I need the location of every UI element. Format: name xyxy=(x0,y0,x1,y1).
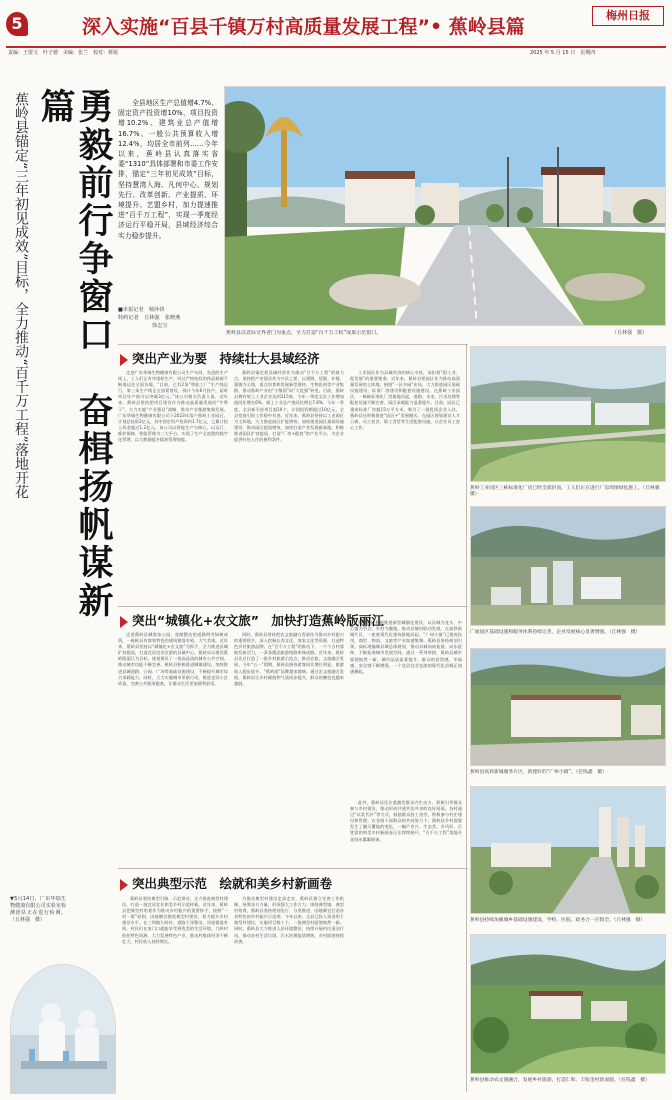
section-2-title-text: 突出“城镇化+农文旅” 加快打造蕉岭版丽江 xyxy=(132,613,384,628)
main-photo-image xyxy=(225,87,666,326)
section-1-rule xyxy=(118,344,468,345)
section-3-col-1: 蕉岭县坚持典型引路、示范带动，全力推进典型村建设，打造一批宜居宜业和美乡村示范样板。近年来，蕉岭县把典型村培育作为推动乡村振兴的重要抓手，按照“一村一策”原则，因地制宜推进典型村建设，着力提升乡村建设水平。在三圳镇九岭村，道路干净整洁，房屋错落有致，村民们在家门口就能享受到优美的生活环境。九岭村依托特色资源，大力发展特色产业，推动村集体经济不断壮大，村民收入持续增长。 xyxy=(122,896,228,944)
section-1-marker xyxy=(120,354,128,366)
photo-guangzhou-town-credit: （任钱鑫 摄） xyxy=(575,770,607,775)
photo-rural-tourism-caption xyxy=(470,1078,666,1084)
photo-guangzhou-town xyxy=(470,648,666,766)
photo-guangzhou-town-caption-text: 蕉岭县高铁新城服务片区，新建好的“广州小镇”。 xyxy=(470,770,576,775)
byline-reporter: ■本报记者 杨萍妍 xyxy=(118,307,165,313)
section-1-col-1: 走进广东华瑞生物健康有限公司生产车间，先进的生产线上，工人们正有序组织生产，经过严格检验的药品源源不断地运往全国各地。“目前，已有2条“智能工厂”生产线运行，第三条生产线正在加紧建设，预计今年6月投产，届时项目年产值可以突破3亿元。”该公司相关负责人说。近年来，蕉岭县坚持把项目建设作为推动高质量发展的“牛鼻子”，大力实施“产业强县”战略，推动产业集群集聚发展。广东华瑞生物健康有限公司于2023年落户蕉岭工业园区，计划总投资2亿元，其中固定资产投资约1.7亿元，已累计投入资金超过1.2亿元。该公司以智能生产为核心，以运行、维护保障、智能管理为三大平台，实现了生产全流程的数字化管理，以大数据提升精准管理效能。 xyxy=(118,370,228,443)
sub-headline: 蕉岭县锚定“三年初见成效”目标，全力推动“百千万工程”落地开花 xyxy=(13,92,29,499)
banner-main: 深入实施“百县千镇万村高质量发展工程” xyxy=(82,16,430,38)
banner-sub: • 蕉岭县篇 xyxy=(429,16,525,38)
photo-industrial-park-credit: （丘林强 摄） xyxy=(609,630,641,635)
logo-text: 梅州日报 xyxy=(606,9,650,22)
section-3-col-2: 为推动典型村建设走深走实，蕉岭县建立完善工作机制，统筹各方力量，形成强大工作合力。围绕典型镇、典型村培育，蕉岭县坚持规划先行，分类推进，因地制宜打造各具特色的乡村振兴示范带。今年以来，全县已投入资金用于典型村建设，实施项目数十个，一批典型村面貌焕然一新。同时，蕉岭县大力推进人居环境整治，持续开展村庄清洁行动，推动农村生活垃圾、污水治理提质增效，乡村面貌持续改善。 xyxy=(234,896,344,944)
main-photo-caption: 蕉岭县以省际交界者门为重点，全力打造“百千万工程”成果示范窗口。 xyxy=(226,330,382,336)
newspaper-logo xyxy=(592,6,664,26)
photo-industrial-park-image xyxy=(471,507,666,626)
left-photo-credit: （丘林强 摄） xyxy=(10,917,46,923)
section-1-title xyxy=(120,349,320,367)
photo-guangzhou-town-image xyxy=(471,649,666,766)
photo-urban-facilities-caption-text: 蕉岭县持续加强城乡基础设施建设，学校、医院、政务合一应俱全。 xyxy=(470,918,614,923)
byline-special: 特约记者 丘林强 张晓燕 xyxy=(118,315,181,321)
photo-rural-tourism-credit: （任钱鑫 摄） xyxy=(618,1078,650,1083)
byline-extra: 徐志宝 xyxy=(152,323,168,329)
section-2-marker xyxy=(120,616,128,628)
section-3-marker xyxy=(120,879,128,891)
staff-line: 责编：王要文 叶子德 美编：张兰 校对：蔡锐 xyxy=(8,50,119,56)
lead-paragraph: 全县地区生产总值增4.7%、固定资产投资增10%、项目投资增10.2%、建筑业总产值增16.7%、一般公共预算收入增12.4%，均居全市前列……今年以来，蕉岭县认真落实省委“1310”具体部署和市委工作安排，锚定“三年初见成效”目标，坚持慧湾入海、凡何中心、规划先行、改革创新、产业提质、环境提升、艺盟乡村，加力提速推进“百千万工程”，实现一季度经济运行平稳开局，县域经济综合实力稳步提升。 xyxy=(118,99,218,240)
banner-title xyxy=(82,12,525,39)
header-rule xyxy=(6,46,666,48)
section-2-col-1: 走进蕉岭县城客家公园，宽敞整洁的道路两旁绿树成荫，一栋栋具有客家特色的建筑错落有致，大气美观。近年来，蕉岭县坚持以“城镇化+农文旅”为抓手，全力推进县城扩容提质，打造宜居宜业宜游的县域中心。蕉岭县以建设蕉岭版丽江为目标，规划建设了一批高品质的城市公共空间，推动城市功能不断完善。蕉岭县积极推进城镇建设，加快推进县城道路、公园、广场等基础设施建设，不断提升城市综合承载能力。同时，大力实施城市更新行动，推进老旧小区改造，完善公共服务配套，让群众生活更加便利舒适。 xyxy=(118,632,228,686)
photo-industrial-park-caption-text: 广福园区基础设施和服务体系持续完善，企业发展核心显著增强。 xyxy=(470,630,610,635)
photo-urban-facilities-image xyxy=(471,787,666,914)
photo-urban-facilities-caption xyxy=(470,918,666,924)
main-photo-credit: （丘林强 摄） xyxy=(612,330,648,336)
divider-right xyxy=(466,344,467,1092)
photo-rural-tourism-image xyxy=(471,935,666,1074)
photo-industrial-park xyxy=(470,506,666,626)
byline xyxy=(118,306,218,330)
photo-industrial-park-caption xyxy=(470,630,666,636)
photo-factory-credit: （丘林强 摄） xyxy=(470,486,665,498)
photo-rural-tourism-caption-text: 蕉岭县推动农文旅融合，发展乡村旅游，打造仁和、丰收金村新面貌。 xyxy=(470,1078,619,1083)
photo-rural-tourism xyxy=(470,934,666,1074)
section-1-col-3: 工业园区作为县域经济的核心支柱，承担着“稳工业、促发展”的重要使命。近年来，蕉岭县把园区作为推动高质量发展的主阵地，围绕“一区多园”布局，大力推进园区基础设施建设、标准厂房建设和配套设施建设。在蕉岭工业园区，一栋栋标准化厂房拔地而起，道路、水电、污水处理等配套设施不断完善，园区承载能力显著提升。目前，园区已建成标准厂房超15万平方米，吸引了一批优质企业入驻。蕉岭县还积极推进“园区+”发展模式，在园区规划建设人才公寓、员工宿舍、职工食堂等生活配套设施，让企业员工安心工作。 xyxy=(350,370,460,430)
section-3-col-3: 此外，蕉岭县还注重激发群众内生动力，积极引导群众参与乡村建设，推动形成共建共治共享的良好局面。各村通过“以奖代补”等方式，鼓励群众投工投劳，积极参与村庄建设和管理。在各级干部群众的共同努力下，蕉岭县乡村面貌发生了翻天覆地的变化，一幅产业兴、生态美、乡风好、百姓富的和美乡村新画卷正在徐徐展开，“百千万工程”落地开花结出累累硕果。 xyxy=(350,800,462,842)
section-2-title xyxy=(120,611,384,629)
photo-factory-caption xyxy=(470,486,666,499)
photo-urban-facilities-credit: （丘林强 摄） xyxy=(613,918,646,923)
section-2-rule xyxy=(118,606,468,607)
date-line: 2025 年 5 月 15 日 星期四 xyxy=(530,50,596,56)
left-photo-caption xyxy=(10,896,66,960)
main-photo xyxy=(224,86,666,326)
left-photo-caption-text: ▼5月14日，广东华瑞生物健康有限公司实验室检测团队正在进行检测。 xyxy=(10,896,66,916)
section-3-title-text: 突出典型示范 绘就和美乡村新画卷 xyxy=(132,876,333,891)
section-1-col-2: 蕉岭县锚定把县域经济作为推动“百千万工程”的着力点，坚持把产业强县作为兴县之要，以建链、延链、补链、强链为主线，重点培育和发展新型建材、生物医药等产业集群，推动蕉岭产业由“小散弱”向“大优强”转变。目前，蕉岭县拥有规上工业企业达到115家，今年一季度全县工业增加值同比增长6%，规上工业总产值同比增长7.8%。今年一季度，全县新引进项目超10个，计划投资额超过10亿元，全县招商引资工作稳中有进。近年来，蕉岭县坚持以工业园区为主阵地，大力推进园区扩能增效，加快推进园区基础设施建设，推动园区提质增效，加快打造产业发展新高地。积极推进园区扩容提质，打造“厂房+配套”的产业平台，为企业提供拎包入住的便利条件。 xyxy=(234,370,344,443)
photo-laboratory xyxy=(10,964,116,1094)
photo-factory-image xyxy=(471,347,666,482)
section-3-title xyxy=(120,874,332,892)
section-1-title-text: 突出产业为要 持续壮大县域经济 xyxy=(132,351,320,366)
right-text-col-a: 蕉岭县还积极推进新型城镇化建设，以县城为龙头、中心镇为节点、乡村为腹地，推动县镇村联动发展。在高铁新城片区，一座座现代化建筑拔地而起，“广州小镇”已建成投用，商贸、物流、文旅等产业加速集聚。蕉岭县坚持规划引领，高标准编制县城总体规划，推动县城向南拓展、向东延伸，不断拓展城市发展空间。通过一系列举措，蕉岭县城市面貌焕然一新，城市品质显著提升，群众的获得感、幸福感、安全感不断增强，一个宜居宜业宜游的现代化县城正加速崛起。 xyxy=(350,620,462,674)
section-2-col-2: 同时，蕉岭县坚持把农文旅融合发展作为推动乡村振兴的重要抓手，深入挖掘长寿文化、客家文化等资源，打造特色乡村旅游品牌。在“百千万工程”的推动下，一个个古村落焕发新活力，一条条精品旅游线路串珠成链。近年来，蕉岭县先后打造了一批乡村旅游示范点，推动农旅、文旅融合发展。今年“五一”假期，蕉岭县接待游客同比增长明显，旅游收入稳步提升，“蕉岭游”品牌越来越响。通过农文旅融合发展，蕉岭县让乡村颜值和气质同步提升，群众的腰包也越来越鼓。 xyxy=(234,632,344,686)
page-header xyxy=(0,0,672,56)
main-headline: 勇毅前行争窗口 奋楫扬帆谋新篇 xyxy=(35,88,114,620)
photo-factory-caption-text: 蕉岭工业园区三栋标准化厂房已经全部封顶，工人们正在进行厂房周围绿化施工。 xyxy=(470,486,643,491)
photo-factory xyxy=(470,346,666,482)
photo-laboratory-image xyxy=(11,965,116,1094)
photo-guangzhou-town-caption xyxy=(470,770,666,776)
photo-urban-facilities xyxy=(470,786,666,914)
page-number: 5 xyxy=(6,12,28,36)
